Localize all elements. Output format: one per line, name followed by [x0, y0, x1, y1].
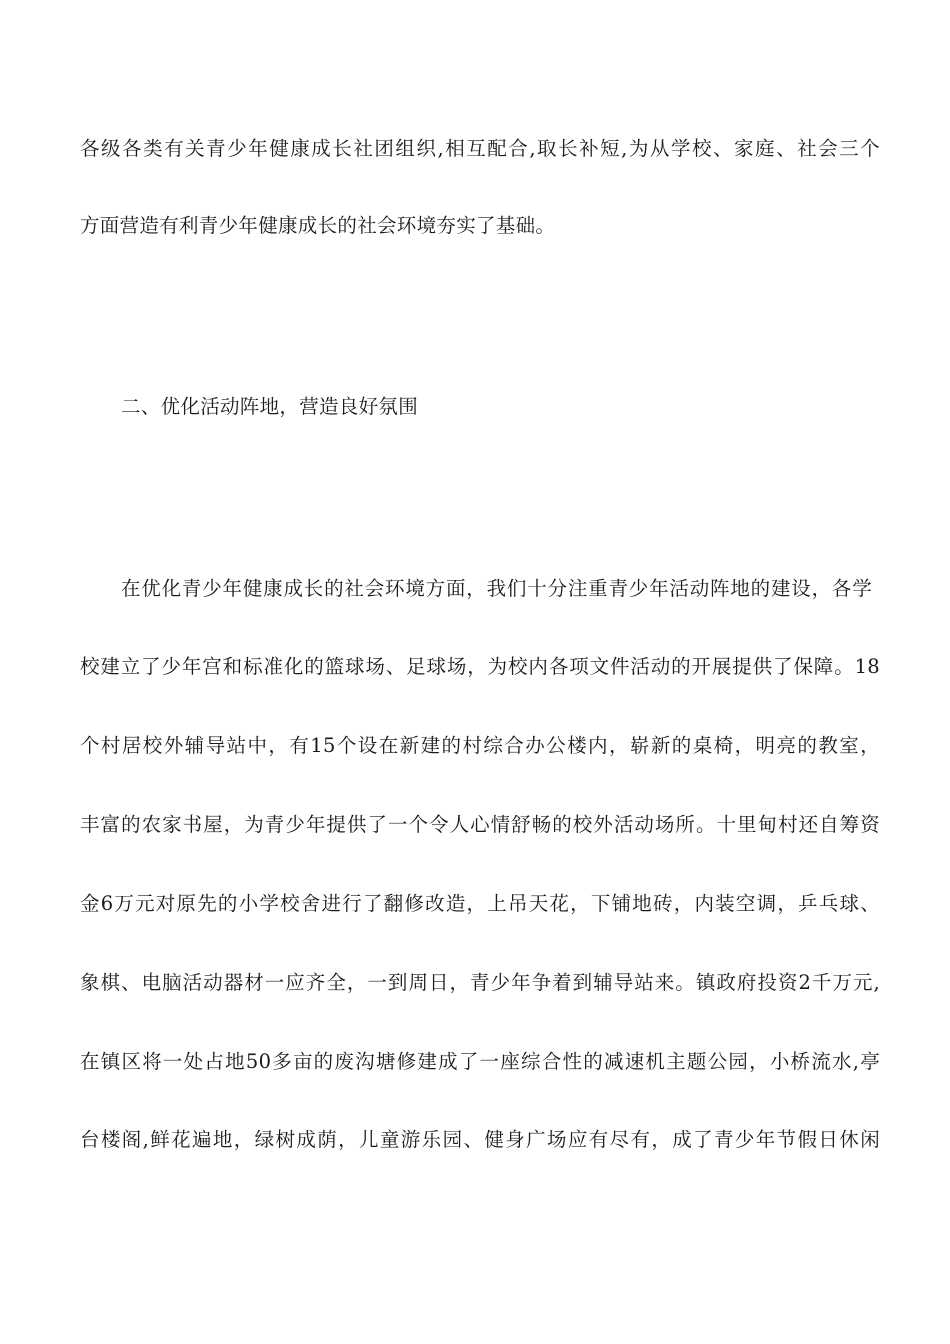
body-line-4: 丰富的农家书屋，为青少年提供了一个令人心情舒畅的校外活动场所。十里甸村还自筹资: [80, 813, 880, 836]
intro-line-1: 各级各类有关青少年健康成长社团组织,相互配合,取长补短,为从学校、家庭、社会三个: [80, 137, 880, 160]
intro-line-2: 方面营造有利青少年健康成长的社会环境夯实了基础。: [80, 214, 556, 237]
body-line-5: 金6万元对原先的小学校舍进行了翻修改造，上吊天花，下铺地砖，内装空调，乒乓球、: [80, 892, 880, 915]
body-line-6: 象棋、电脑活动器材一应齐全，一到周日，青少年争着到辅导站来。镇政府投资2千万元,: [80, 971, 880, 994]
body-line-8: 台楼阁,鲜花遍地，绿树成荫，儿童游乐园、健身广场应有尽有，成了青少年节假日休闲: [80, 1128, 880, 1151]
section-heading: 二、优化活动阵地，营造良好氛围: [121, 395, 419, 418]
body-line-2: 校建立了少年宫和标准化的篮球场、足球场，为校内各项文件活动的开展提供了保障。18: [80, 655, 880, 678]
body-line-3: 个村居校外辅导站中，有15个设在新建的村综合办公楼内，崭新的桌椅，明亮的教室，: [80, 734, 880, 757]
body-line-7: 在镇区将一处占地50多亩的废沟塘修建成了一座综合性的减速机主题公园，小桥流水,亭: [80, 1050, 880, 1073]
body-line-1: 在优化青少年健康成长的社会环境方面，我们十分注重青少年活动阵地的建设，各学: [121, 577, 872, 600]
